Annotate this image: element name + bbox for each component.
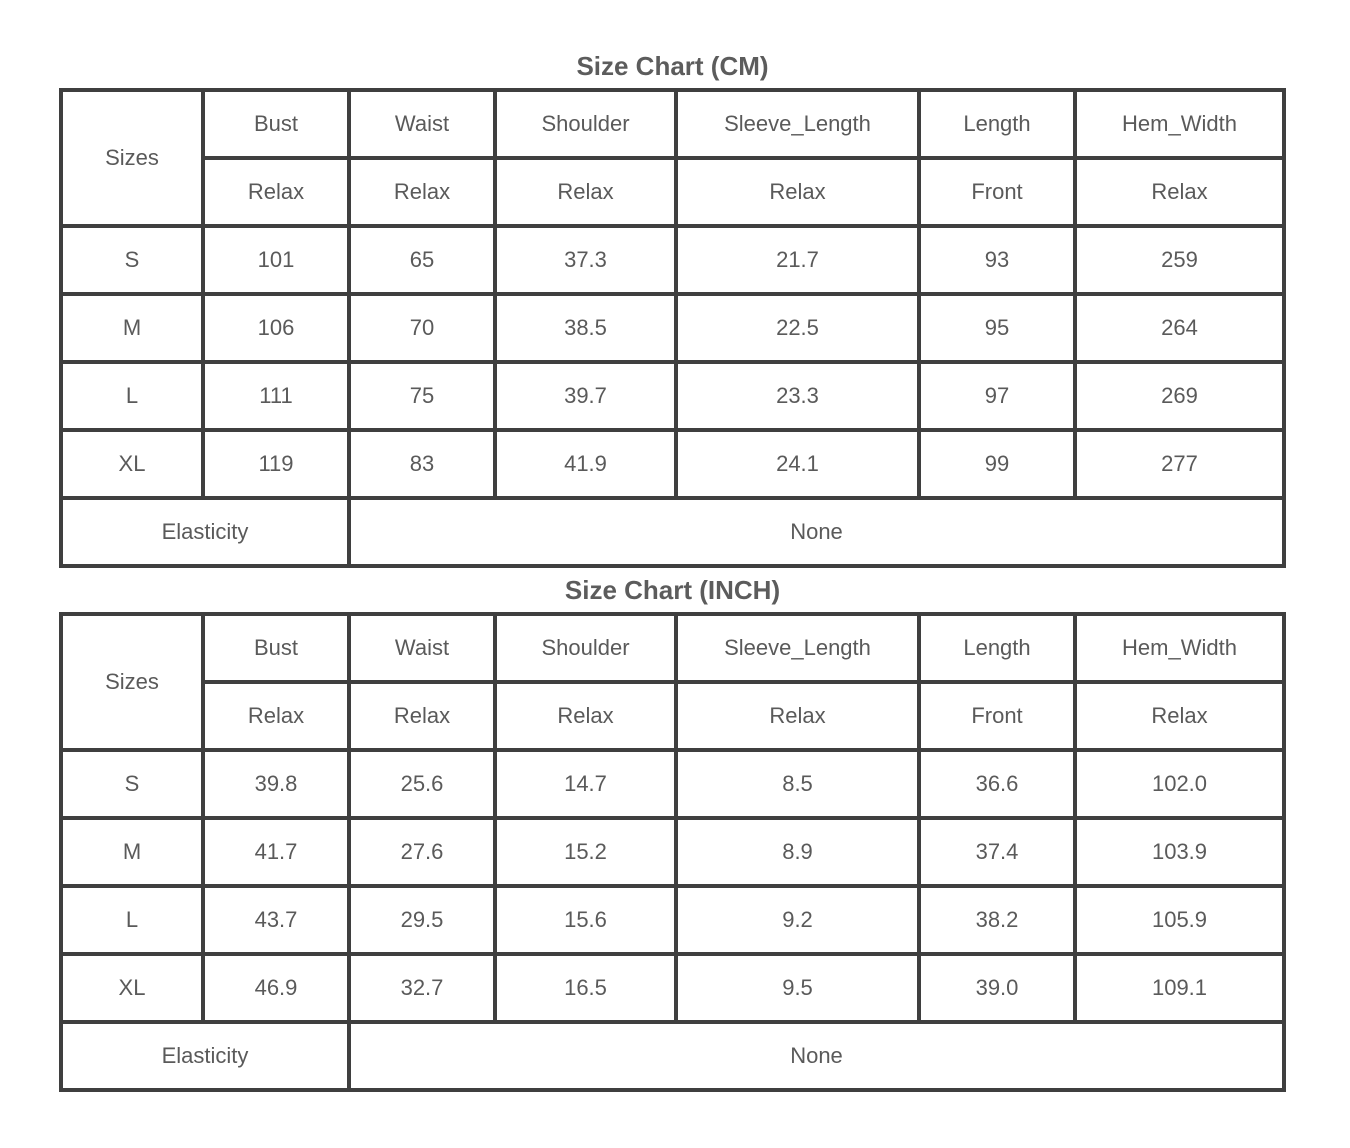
size-cell: XL	[61, 430, 203, 498]
table-cell: 97	[919, 362, 1075, 430]
column-header: Waist	[349, 90, 495, 158]
table-cell: 102.0	[1075, 750, 1284, 818]
table-row	[61, 750, 1284, 818]
table-cell: 264	[1075, 294, 1284, 362]
table-cell: 25.6	[349, 750, 495, 818]
column-subheader: Relax	[676, 158, 919, 226]
table-cell: 37.4	[919, 818, 1075, 886]
size-cell: L	[61, 362, 203, 430]
column-subheader: Relax	[1075, 158, 1284, 226]
column-header: Hem_Width	[1075, 614, 1284, 682]
table-cell: 24.1	[676, 430, 919, 498]
column-header: Length	[919, 90, 1075, 158]
column-subheader: Relax	[495, 158, 676, 226]
table-cell: 21.7	[676, 226, 919, 294]
table-cell: 16.5	[495, 954, 676, 1022]
column-header: Bust	[203, 90, 349, 158]
table-cell: 105.9	[1075, 886, 1284, 954]
table-cell: 83	[349, 430, 495, 498]
column-subheader: Relax	[495, 682, 676, 750]
size-cell: M	[61, 818, 203, 886]
size-table	[59, 88, 1286, 568]
table-cell: 41.7	[203, 818, 349, 886]
table-cell: 70	[349, 294, 495, 362]
chart-title: Size Chart (INCH)	[564, 575, 781, 605]
table-cell: 38.2	[919, 886, 1075, 954]
sizes-header: Sizes	[61, 614, 203, 750]
column-header: Waist	[349, 614, 495, 682]
table-cell: 93	[919, 226, 1075, 294]
table-cell: 103.9	[1075, 818, 1284, 886]
column-subheader: Relax	[349, 682, 495, 750]
table-cell: 106	[203, 294, 349, 362]
subheader-row	[61, 158, 1284, 226]
size-cell: XL	[61, 954, 203, 1022]
size-table	[59, 612, 1286, 1092]
elasticity-value: None	[349, 1022, 1284, 1090]
table-row	[61, 818, 1284, 886]
column-header: Bust	[203, 614, 349, 682]
subheader-row	[61, 682, 1284, 750]
header-row	[61, 90, 1284, 158]
elasticity-label: Elasticity	[61, 1022, 349, 1090]
table-cell: 15.6	[495, 886, 676, 954]
column-subheader: Relax	[1075, 682, 1284, 750]
column-header: Shoulder	[495, 614, 676, 682]
table-cell: 8.5	[676, 750, 919, 818]
column-header: Sleeve_Length	[676, 614, 919, 682]
header-row	[61, 614, 1284, 682]
size-cell: S	[61, 226, 203, 294]
elasticity-row	[61, 1022, 1284, 1090]
table-cell: 23.3	[676, 362, 919, 430]
table-cell: 37.3	[495, 226, 676, 294]
table-row	[61, 362, 1284, 430]
table-cell: 41.9	[495, 430, 676, 498]
column-header: Sleeve_Length	[676, 90, 919, 158]
column-subheader: Relax	[676, 682, 919, 750]
table-cell: 101	[203, 226, 349, 294]
table-cell: 46.9	[203, 954, 349, 1022]
table-cell: 36.6	[919, 750, 1075, 818]
table-cell: 32.7	[349, 954, 495, 1022]
size-cell: L	[61, 886, 203, 954]
column-header: Shoulder	[495, 90, 676, 158]
table-cell: 39.7	[495, 362, 676, 430]
table-cell: 109.1	[1075, 954, 1284, 1022]
column-subheader: Front	[919, 682, 1075, 750]
table-cell: 43.7	[203, 886, 349, 954]
elasticity-row	[61, 498, 1284, 566]
table-row	[61, 226, 1284, 294]
table-cell: 38.5	[495, 294, 676, 362]
table-cell: 39.0	[919, 954, 1075, 1022]
sizes-header: Sizes	[61, 90, 203, 226]
table-cell: 8.9	[676, 818, 919, 886]
table-cell: 65	[349, 226, 495, 294]
table-cell: 75	[349, 362, 495, 430]
chart-title: Size Chart (CM)	[576, 51, 769, 81]
column-subheader: Relax	[349, 158, 495, 226]
table-cell: 111	[203, 362, 349, 430]
table-row	[61, 954, 1284, 1022]
table-cell: 39.8	[203, 750, 349, 818]
column-header: Length	[919, 614, 1075, 682]
table-cell: 22.5	[676, 294, 919, 362]
table-cell: 29.5	[349, 886, 495, 954]
table-cell: 15.2	[495, 818, 676, 886]
table-cell: 14.7	[495, 750, 676, 818]
table-cell: 269	[1075, 362, 1284, 430]
elasticity-label: Elasticity	[61, 498, 349, 566]
column-subheader: Relax	[203, 158, 349, 226]
column-subheader: Relax	[203, 682, 349, 750]
table-cell: 9.5	[676, 954, 919, 1022]
table-cell: 119	[203, 430, 349, 498]
size-chart-inch	[59, 572, 1286, 1092]
size-cell: M	[61, 294, 203, 362]
table-cell: 277	[1075, 430, 1284, 498]
table-cell: 259	[1075, 226, 1284, 294]
table-row	[61, 294, 1284, 362]
table-row	[61, 430, 1284, 498]
table-cell: 27.6	[349, 818, 495, 886]
table-cell: 95	[919, 294, 1075, 362]
column-header: Hem_Width	[1075, 90, 1284, 158]
table-row	[61, 886, 1284, 954]
table-cell: 99	[919, 430, 1075, 498]
table-cell: 9.2	[676, 886, 919, 954]
size-cell: S	[61, 750, 203, 818]
elasticity-value: None	[349, 498, 1284, 566]
size-chart-cm	[59, 48, 1286, 568]
column-subheader: Front	[919, 158, 1075, 226]
